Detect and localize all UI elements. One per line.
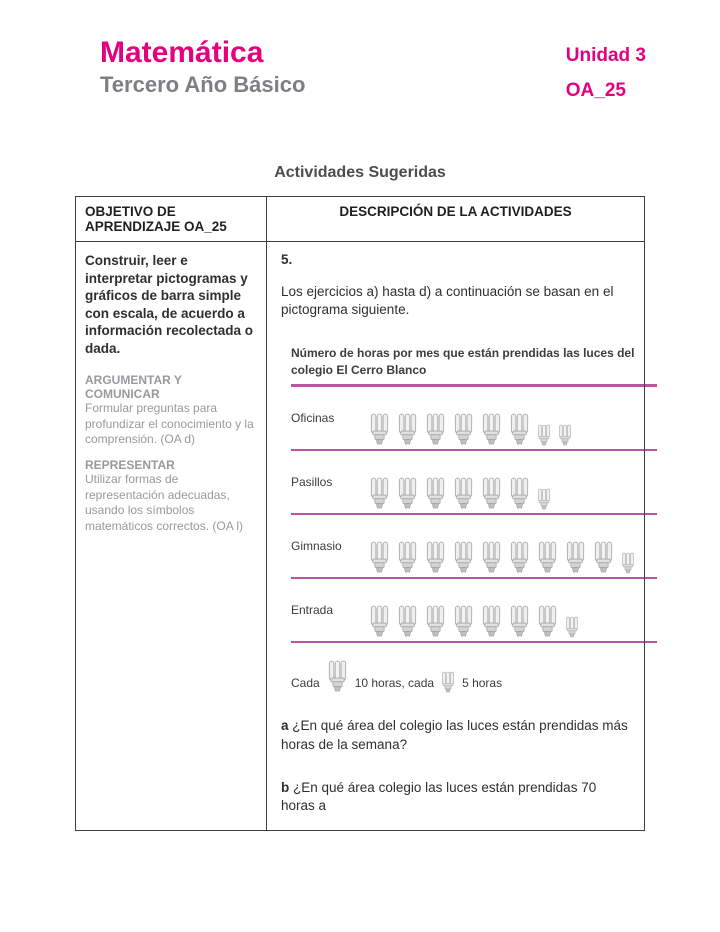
cfl-bulb-icon-large — [425, 604, 446, 638]
pictogram-bulbs — [369, 476, 551, 513]
document-header — [0, 0, 720, 102]
cfl-bulb-icon-large — [593, 540, 614, 574]
skill-heading-argumentar: ARGUMENTAR Y COMUNICAR — [85, 373, 182, 402]
cfl-bulb-icon-large — [397, 476, 418, 510]
pictogram-title: Número de horas por mes que están prendidas las luces del colegio El Cerro Blanco — [291, 345, 657, 386]
activities-table — [75, 196, 645, 831]
cfl-bulb-icon-large — [327, 659, 348, 693]
question-a — [281, 717, 630, 755]
cfl-bulb-icon-large — [481, 412, 502, 446]
objective-column-header: OBJETIVO DE APRENDIZAJE OA_25 — [76, 197, 267, 242]
pictogram-category-label: Gimnasio — [291, 538, 342, 553]
header-right — [566, 36, 646, 102]
cfl-bulb-icon-small — [537, 424, 551, 446]
cfl-bulb-icon-small — [565, 616, 579, 638]
cfl-bulb-icon-large — [565, 540, 586, 574]
cfl-bulb-icon-large — [481, 540, 502, 574]
cfl-bulb-icon-small — [621, 552, 635, 574]
cfl-bulb-icon-large — [481, 476, 502, 510]
cfl-bulb-icon-large — [509, 412, 530, 446]
oa-code-label: OA_25 — [565, 80, 626, 101]
question-b-text: ¿En qué área colegio las luces están prendidas 70 horas a — [281, 779, 597, 814]
pictogram-row — [291, 387, 657, 451]
legend-prefix: Cada — [291, 675, 320, 690]
cfl-bulb-icon-large — [453, 540, 474, 574]
cfl-bulb-icon-large — [369, 476, 390, 510]
table-header-row — [76, 197, 645, 242]
header-left — [100, 36, 305, 102]
pictogram-category-label: Entrada — [291, 602, 334, 617]
legend-small-text: 5 horas — [462, 675, 503, 690]
skill-block — [85, 458, 257, 534]
cfl-bulb-icon-large — [509, 604, 530, 638]
pictogram-row — [291, 579, 657, 643]
cfl-bulb-icon-large — [509, 476, 530, 510]
question-a-label: a — [281, 717, 289, 733]
pictogram-bulbs — [369, 540, 635, 577]
description-column-header: DESCRIPCIÓN DE LA ACTIVIDADES — [267, 197, 645, 242]
skill-heading-representar: REPRESENTAR — [85, 458, 175, 473]
cfl-bulb-icon-large — [425, 412, 446, 446]
pictogram-bulbs — [369, 412, 572, 449]
unit-label: Unidad 3 — [565, 45, 646, 66]
cfl-bulb-icon-large — [537, 540, 558, 574]
objective-text: Construir, leer e interpretar pictogramas y gráficos de barra simple con escala, de acuerdo a información recolectada o dada. — [85, 253, 254, 356]
section-title: Actividades Sugeridas — [274, 164, 446, 181]
cfl-bulb-icon-small — [441, 671, 455, 693]
question-a-text: ¿En qué área del colegio las luces están prendidas más horas de la semana? — [281, 717, 628, 752]
skill-text-argumentar: Formular preguntas para profundizar el conocimiento y la comprensión. (OA d) — [85, 401, 254, 447]
cfl-bulb-icon-large — [481, 604, 502, 638]
pictogram — [291, 345, 657, 692]
cfl-bulb-icon-large — [537, 604, 558, 638]
cfl-bulb-icon-large — [453, 476, 474, 510]
cfl-bulb-icon-large — [369, 540, 390, 574]
question-b-label: b — [281, 779, 290, 795]
activity-number: 5. — [281, 252, 293, 267]
cfl-bulb-icon-large — [509, 540, 530, 574]
pictogram-rows — [291, 387, 657, 643]
skill-text-representar: Utilizar formas de representación adecuadas, usando los símbolos matemáticos correctos. (OA l) — [85, 472, 244, 533]
pictogram-category-label: Oficinas — [291, 410, 335, 425]
cfl-bulb-icon-large — [425, 476, 446, 510]
skill-block — [85, 373, 257, 448]
cfl-bulb-icon-large — [453, 604, 474, 638]
question-b — [281, 779, 630, 817]
cfl-bulb-icon-large — [453, 412, 474, 446]
grade-subtitle: Tercero Año Básico — [100, 72, 306, 97]
cfl-bulb-icon-large — [369, 604, 390, 638]
cfl-bulb-icon-small — [558, 424, 572, 446]
pictogram-legend — [291, 659, 657, 693]
cfl-bulb-icon-large — [425, 540, 446, 574]
activity-cell — [267, 242, 645, 831]
cfl-bulb-icon-large — [397, 604, 418, 638]
cfl-bulb-icon-small — [537, 488, 551, 510]
table-body-row — [76, 242, 645, 831]
pictogram-row — [291, 451, 657, 515]
activity-intro: Los ejercicios a) hasta d) a continuación se basan en el pictograma siguiente. — [281, 284, 614, 318]
legend-large-text: 10 horas, cada — [354, 675, 435, 690]
objective-cell — [76, 242, 267, 831]
course-title: Matemática — [100, 36, 264, 69]
cfl-bulb-icon-large — [397, 540, 418, 574]
pictogram-row — [291, 515, 657, 579]
cfl-bulb-icon-large — [397, 412, 418, 446]
pictogram-category-label: Pasillos — [291, 474, 333, 489]
pictogram-bulbs — [369, 604, 579, 641]
cfl-bulb-icon-large — [369, 412, 390, 446]
